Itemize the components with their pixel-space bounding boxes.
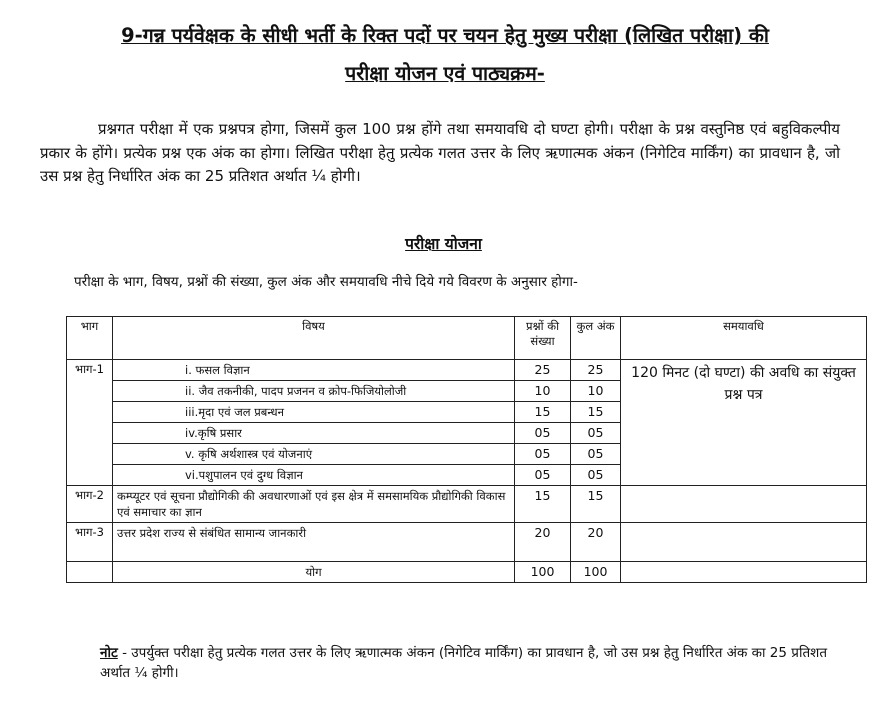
subject-cell: vi.पशुपालन एवं दुग्ध विज्ञान [113, 465, 515, 486]
note-label: नोट [100, 645, 118, 661]
exam-plan-heading: परीक्षा योजना [405, 235, 482, 253]
marks-cell: 15 [571, 402, 621, 423]
table-intro [60, 272, 840, 292]
table-row [67, 523, 867, 562]
exam-description-paragraph [40, 118, 840, 189]
part-3-label: भाग-3 [67, 523, 113, 562]
header-marks: कुल अंक [571, 317, 621, 360]
document-title-line-1: 9-गन्न पर्यवेक्षक के सीधी भर्ती के रिक्त पदों पर चयन हेतु मुख्य परीक्षा (लिखित परीक्षा) की [121, 24, 769, 47]
total-questions: 100 [515, 562, 571, 583]
header-subject: विषय [113, 317, 515, 360]
questions-cell: 25 [515, 360, 571, 381]
document-title-line-2: परीक्षा योजन एवं पाठ्यक्रम- [345, 62, 545, 85]
questions-cell: 15 [515, 486, 571, 523]
subject-cell: iv.कृषि प्रसार [113, 423, 515, 444]
header-duration: समयावधि [621, 317, 867, 360]
marks-cell: 05 [571, 444, 621, 465]
subject-cell: i. फसल विज्ञान [113, 360, 515, 381]
part-1-label: भाग-1 [67, 360, 113, 486]
empty-cell [621, 486, 867, 523]
questions-cell: 10 [515, 381, 571, 402]
table-header-row [67, 317, 867, 360]
marks-cell: 05 [571, 423, 621, 444]
empty-cell [621, 562, 867, 583]
intro-text: परीक्षा के भाग, विषय, प्रश्नों की संख्या, कुल अंक और समयावधि नीचे दिये गये विवरण के अनुसार होगा- [74, 274, 578, 290]
duration-cell: 120 मिनट (दो घण्टा) की अवधि का संयुक्त प्रश्न पत्र [621, 360, 867, 486]
note-paragraph [100, 644, 840, 683]
exam-plan-table [66, 316, 867, 583]
subject-cell: ii. जैव तकनीकी, पादप प्रजनन व क्रोप-फिजियोलोजी [113, 381, 515, 402]
subject-cell: उत्तर प्रदेश राज्य से संबंधित सामान्य जानकारी [113, 523, 515, 562]
marks-cell: 25 [571, 360, 621, 381]
questions-cell: 15 [515, 402, 571, 423]
table-total-row [67, 562, 867, 583]
questions-cell: 20 [515, 523, 571, 562]
header-part: भाग [67, 317, 113, 360]
paragraph-text: प्रश्नगत परीक्षा में एक प्रश्नपत्र होगा, जिसमें कुल 100 प्रश्न होंगे तथा समयावधि दो घण्टा होगी। परीक्षा के प्रश्न वस्तुनिष्ठ एवं बहुविकल्पीय प्रकार के होंगे। प्रत्येक प्रश्न एक अंक का होगा। लिखित परीक्षा हेतु प्रत्येक गलत उत्तर के लिए ऋणात्मक अंकन (निगेटिव मार्किंग) का प्रावधान है, जो उस प्रश्न हेतु निर्धारित अंक का 25 प्रतिशत अर्थात ¼ होगी। [40, 120, 840, 185]
subject-cell: iii.मृदा एवं जल प्रबन्धन [113, 402, 515, 423]
part-2-label: भाग-2 [67, 486, 113, 523]
table-row [67, 486, 867, 523]
questions-cell: 05 [515, 423, 571, 444]
header-questions: प्रश्नों की संख्या [515, 317, 571, 360]
subject-cell: v. कृषि अर्थशास्त्र एवं योजनाएं [113, 444, 515, 465]
total-label: योग [113, 562, 515, 583]
marks-cell: 15 [571, 486, 621, 523]
total-marks: 100 [571, 562, 621, 583]
empty-cell [67, 562, 113, 583]
subject-cell: कम्प्यूटर एवं सूचना प्रौद्योगिकी की अवधारणाओं एवं इस क्षेत्र में समसामयिक प्रौद्योगिकी विकास एवं समाचार का ज्ञान [113, 486, 515, 523]
marks-cell: 20 [571, 523, 621, 562]
table-row [67, 360, 867, 381]
questions-cell: 05 [515, 444, 571, 465]
marks-cell: 10 [571, 381, 621, 402]
note-text: - उपर्युक्त परीक्षा हेतु प्रत्येक गलत उत्तर के लिए ऋणात्मक अंकन (निगेटिव मार्किंग) का प्रावधान है, जो उस प्रश्न हेतु निर्धारित अंक का 25 प्रतिशत अर्थात ¼ होगी। [100, 645, 828, 681]
marks-cell: 05 [571, 465, 621, 486]
empty-cell [621, 523, 867, 562]
questions-cell: 05 [515, 465, 571, 486]
